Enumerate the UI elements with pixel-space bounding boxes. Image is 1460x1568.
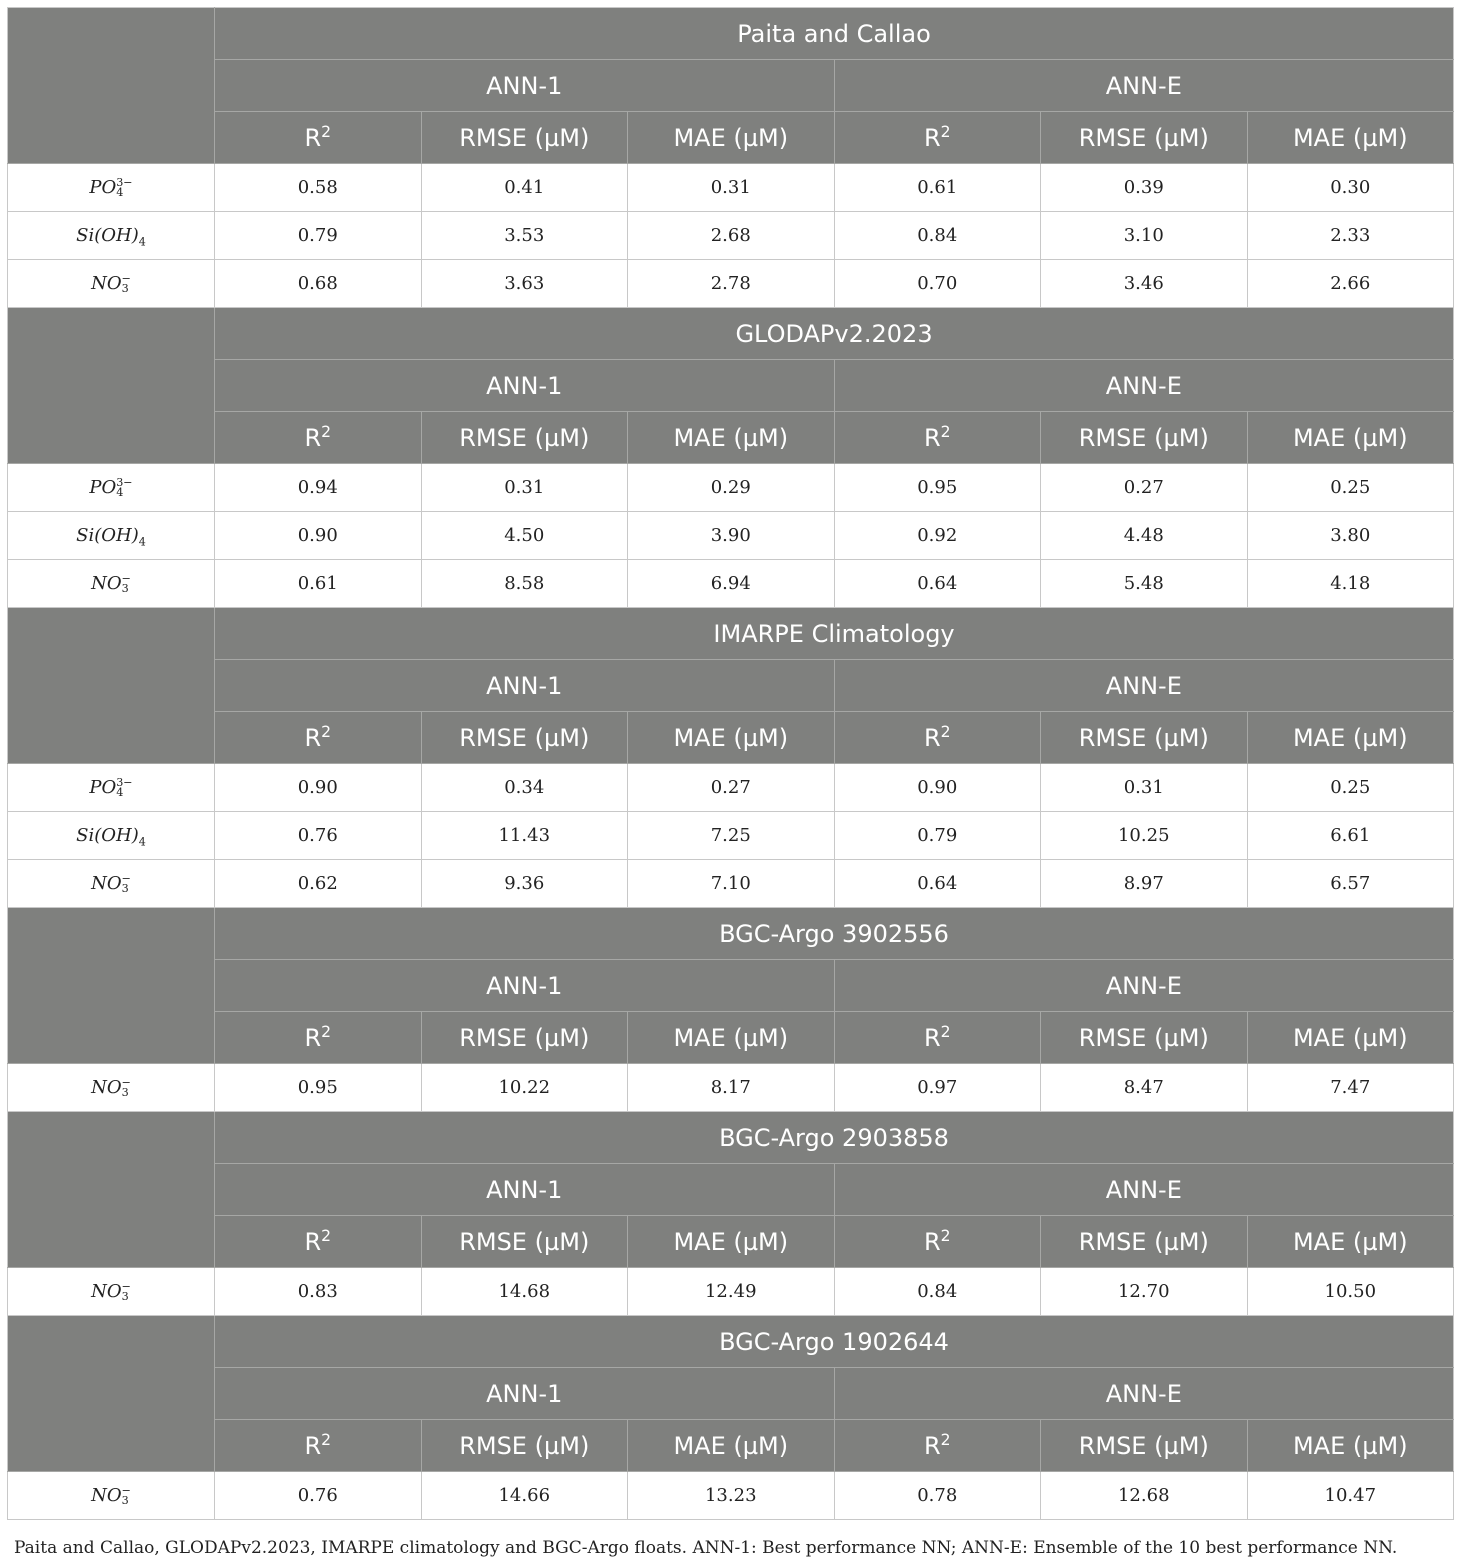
metric-header [1041,1012,1248,1064]
model-header-row [8,1368,1454,1420]
section-title-row [8,908,1454,960]
metric-header: $R^2$ [834,1012,1041,1064]
value-cell: 11.43 [421,812,628,860]
value-cell: 0.61 [834,164,1041,212]
header-stub-cell [8,8,215,60]
value-cell: 0.39 [1041,164,1248,212]
metric-header-row [8,1216,1454,1268]
metric-header-label: R [923,1227,941,1256]
header-stub-cell [8,1316,215,1368]
value-cell: 6.94 [628,560,835,608]
value-cell: 0.95 [215,1064,422,1112]
metric-header-label: R [923,1023,941,1052]
value-cell: 0.68 [215,260,422,308]
value-cell: 10.25 [1041,812,1248,860]
variable-name: NO [91,1484,122,1506]
table-row [8,560,1454,608]
value-cell: 6.57 [1247,860,1454,908]
metric-header [421,712,628,764]
results-table [7,7,1454,1520]
metric-header-label: R [304,1023,322,1052]
value-cell: 0.27 [1041,464,1248,512]
variable-cell: $Si(OH)_4$ [8,512,215,560]
value-cell: 3.90 [628,512,835,560]
model-header-row [8,1164,1454,1216]
metric-header: $R^2$ [834,112,1041,164]
variable-cell: NO − 3 [8,860,215,908]
value-cell: 7.47 [1247,1064,1454,1112]
section-title-row [8,608,1454,660]
model-header: ANN-E [834,960,1454,1012]
value-cell: 3.63 [421,260,628,308]
header-stub-cell [8,1112,215,1164]
value-cell: 0.84 [834,1268,1041,1316]
variable-cell: PO 3− 4 [8,764,215,812]
value-cell: 0.79 [215,212,422,260]
metric-header [421,112,628,164]
value-cell: 7.10 [628,860,835,908]
metric-header-label: R [304,1431,322,1460]
metric-header: $R^2$ [834,1216,1041,1268]
metric-header-row [8,1012,1454,1064]
value-cell: 0.64 [834,860,1041,908]
value-cell: 3.46 [1041,260,1248,308]
metric-header-label: RMSE (µM) [1078,1023,1209,1052]
value-cell: 2.68 [628,212,835,260]
metric-header: $R^2$ [215,412,422,464]
metric-header-label: MAE (µM) [1292,723,1408,752]
value-cell: 0.58 [215,164,422,212]
metric-header-label: R [923,723,941,752]
model-header-row [8,960,1454,1012]
metric-header-label: R [923,423,941,452]
value-cell: 0.92 [834,512,1041,560]
value-cell: 10.22 [421,1064,628,1112]
variable-name: PO [89,476,117,498]
model-header: ANN-1 [215,1368,835,1420]
section-title: BGC-Argo 3902556 [215,908,1454,960]
metric-header-label: R [304,723,322,752]
variable-name: NO [91,872,122,894]
value-cell: 0.29 [628,464,835,512]
model-header-row [8,660,1454,712]
value-cell: 5.48 [1041,560,1248,608]
value-cell: 9.36 [421,860,628,908]
value-cell: 0.90 [834,764,1041,812]
value-cell: 14.66 [421,1472,628,1520]
value-cell: 8.47 [1041,1064,1248,1112]
variable-name: PO [89,776,117,798]
metric-header: $R^2$ [215,1420,422,1472]
value-cell: 0.78 [834,1472,1041,1520]
value-cell: 12.70 [1041,1268,1248,1316]
table-row [8,860,1454,908]
table-footnote: Paita and Callao, GLODAPv2.2023, IMARPE climatology and BGC-Argo floats. ANN-1: Best performance NN; ANN-E: Ensemble of the 10 best performance NN. [14,1538,1398,1558]
table-row [8,512,1454,560]
variable-cell: NO − 3 [8,1472,215,1520]
header-stub-cell [8,1368,215,1420]
value-cell: 0.95 [834,464,1041,512]
value-cell: 2.78 [628,260,835,308]
value-cell: 0.76 [215,812,422,860]
metric-header [1247,1420,1454,1472]
value-cell: 0.34 [421,764,628,812]
value-cell: 4.50 [421,512,628,560]
table-row [8,1064,1454,1112]
header-stub-cell [8,1420,215,1472]
table-row [8,260,1454,308]
variable-cell: NO − 3 [8,260,215,308]
metric-header [628,1420,835,1472]
value-cell: 0.62 [215,860,422,908]
value-cell: 8.17 [628,1064,835,1112]
header-stub-cell [8,960,215,1012]
model-header: ANN-E [834,660,1454,712]
model-header: ANN-E [834,1368,1454,1420]
header-stub-cell [8,1012,215,1064]
header-stub-cell [8,660,215,712]
metric-header [1041,1420,1248,1472]
model-header: ANN-E [834,60,1454,112]
section-title: GLODAPv2.2023 [215,308,1454,360]
value-cell: 2.33 [1247,212,1454,260]
section-title-row [8,8,1454,60]
metric-header-row [8,412,1454,464]
metric-header [1247,712,1454,764]
value-cell: 7.25 [628,812,835,860]
results-table-container [7,7,1453,1520]
metric-header: $R^2$ [834,712,1041,764]
value-cell: 13.23 [628,1472,835,1520]
section-title: Paita and Callao [215,8,1454,60]
value-cell: 0.31 [421,464,628,512]
header-stub-cell [8,112,215,164]
metric-header-label: MAE (µM) [673,123,789,152]
metric-header-label: R [304,1227,322,1256]
metric-header-label: RMSE (µM) [459,1227,590,1256]
metric-header-label: MAE (µM) [1292,1023,1408,1052]
value-cell: 0.27 [628,764,835,812]
value-cell: 8.58 [421,560,628,608]
variable-cell: PO 3− 4 [8,464,215,512]
variable-name: Si(OH) [76,525,139,546]
variable-cell: NO − 3 [8,1268,215,1316]
model-header: ANN-1 [215,960,835,1012]
value-cell: 8.97 [1041,860,1248,908]
value-cell: 3.53 [421,212,628,260]
metric-header [1247,1216,1454,1268]
metric-header-label: MAE (µM) [1292,423,1408,452]
variable-cell: $Si(OH)_4$ [8,212,215,260]
metric-header-label: RMSE (µM) [1078,423,1209,452]
value-cell: 12.49 [628,1268,835,1316]
metric-header-label: MAE (µM) [1292,1431,1408,1460]
metric-header-label: MAE (µM) [673,1431,789,1460]
value-cell: 3.80 [1247,512,1454,560]
model-header: ANN-1 [215,60,835,112]
metric-header-label: R [304,123,322,152]
value-cell: 0.70 [834,260,1041,308]
section-title: BGC-Argo 1902644 [215,1316,1454,1368]
table-row [8,1472,1454,1520]
model-header-row [8,60,1454,112]
table-row [8,1268,1454,1316]
variable-cell: NO − 3 [8,1064,215,1112]
metric-header-label: RMSE (µM) [1078,123,1209,152]
metric-header-label: MAE (µM) [673,1227,789,1256]
table-row [8,812,1454,860]
metric-header-row [8,112,1454,164]
metric-header-label: R [304,423,322,452]
table-row [8,164,1454,212]
header-stub-cell [8,412,215,464]
metric-header: $R^2$ [834,1420,1041,1472]
value-cell: 0.97 [834,1064,1041,1112]
metric-header-label: MAE (µM) [673,1023,789,1052]
metric-header [1247,112,1454,164]
model-header: ANN-E [834,1164,1454,1216]
value-cell: 0.25 [1247,764,1454,812]
metric-header [421,1420,628,1472]
variable-cell: PO 3− 4 [8,164,215,212]
value-cell: 0.61 [215,560,422,608]
value-cell: 4.48 [1041,512,1248,560]
metric-header-label: MAE (µM) [1292,123,1408,152]
model-header: ANN-E [834,360,1454,412]
section-title: IMARPE Climatology [215,608,1454,660]
metric-header [421,412,628,464]
metric-header-label: RMSE (µM) [459,1431,590,1460]
value-cell: 0.90 [215,764,422,812]
metric-header [421,1216,628,1268]
value-cell: 0.31 [1041,764,1248,812]
metric-header: $R^2$ [215,712,422,764]
value-cell: 4.18 [1247,560,1454,608]
metric-header-label: R [923,1431,941,1460]
section-title-row [8,1316,1454,1368]
value-cell: 0.76 [215,1472,422,1520]
metric-header-label: RMSE (µM) [1078,723,1209,752]
metric-header-label: RMSE (µM) [1078,1227,1209,1256]
header-stub-cell [8,1216,215,1268]
table-row [8,764,1454,812]
section-title-row [8,1112,1454,1164]
header-stub-cell [8,360,215,412]
metric-header [1041,712,1248,764]
value-cell: 0.83 [215,1268,422,1316]
value-cell: 6.61 [1247,812,1454,860]
metric-header [421,1012,628,1064]
header-stub-cell [8,60,215,112]
value-cell: 0.90 [215,512,422,560]
metric-header-label: RMSE (µM) [459,723,590,752]
metric-header-row [8,1420,1454,1472]
variable-name: PO [89,176,117,198]
metric-header [1041,412,1248,464]
header-stub-cell [8,308,215,360]
value-cell: 0.94 [215,464,422,512]
model-header-row [8,360,1454,412]
metric-header [1247,1012,1454,1064]
value-cell: 0.41 [421,164,628,212]
header-stub-cell [8,1164,215,1216]
metric-header: $R^2$ [215,1012,422,1064]
metric-header: $R^2$ [215,112,422,164]
value-cell: 2.66 [1247,260,1454,308]
variable-cell: NO − 3 [8,560,215,608]
metric-header-label: RMSE (µM) [459,423,590,452]
metric-header [628,712,835,764]
metric-header: $R^2$ [834,412,1041,464]
variable-name: NO [91,272,122,294]
value-cell: 0.31 [628,164,835,212]
metric-header [628,112,835,164]
metric-header: $R^2$ [215,1216,422,1268]
metric-header [1247,412,1454,464]
metric-header [628,1216,835,1268]
metric-header-row [8,712,1454,764]
value-cell: 0.64 [834,560,1041,608]
value-cell: 0.79 [834,812,1041,860]
model-header: ANN-1 [215,360,835,412]
value-cell: 12.68 [1041,1472,1248,1520]
metric-header [628,412,835,464]
section-title: BGC-Argo 2903858 [215,1112,1454,1164]
variable-name: Si(OH) [76,825,139,846]
metric-header-label: MAE (µM) [673,723,789,752]
metric-header-label: R [923,123,941,152]
value-cell: 14.68 [421,1268,628,1316]
header-stub-cell [8,712,215,764]
variable-name: NO [91,572,122,594]
value-cell: 3.10 [1041,212,1248,260]
metric-header [1041,1216,1248,1268]
value-cell: 0.25 [1247,464,1454,512]
metric-header-label: MAE (µM) [1292,1227,1408,1256]
value-cell: 10.50 [1247,1268,1454,1316]
section-title-row [8,308,1454,360]
model-header: ANN-1 [215,660,835,712]
variable-name: NO [91,1076,122,1098]
metric-header-label: RMSE (µM) [459,1023,590,1052]
table-row [8,212,1454,260]
variable-name: Si(OH) [76,225,139,246]
table-row [8,464,1454,512]
value-cell: 0.30 [1247,164,1454,212]
value-cell: 0.84 [834,212,1041,260]
metric-header [628,1012,835,1064]
metric-header-label: RMSE (µM) [1078,1431,1209,1460]
variable-name: NO [91,1280,122,1302]
value-cell: 10.47 [1247,1472,1454,1520]
metric-header [1041,112,1248,164]
header-stub-cell [8,608,215,660]
model-header: ANN-1 [215,1164,835,1216]
header-stub-cell [8,908,215,960]
variable-cell: $Si(OH)_4$ [8,812,215,860]
metric-header-label: MAE (µM) [673,423,789,452]
metric-header-label: RMSE (µM) [459,123,590,152]
